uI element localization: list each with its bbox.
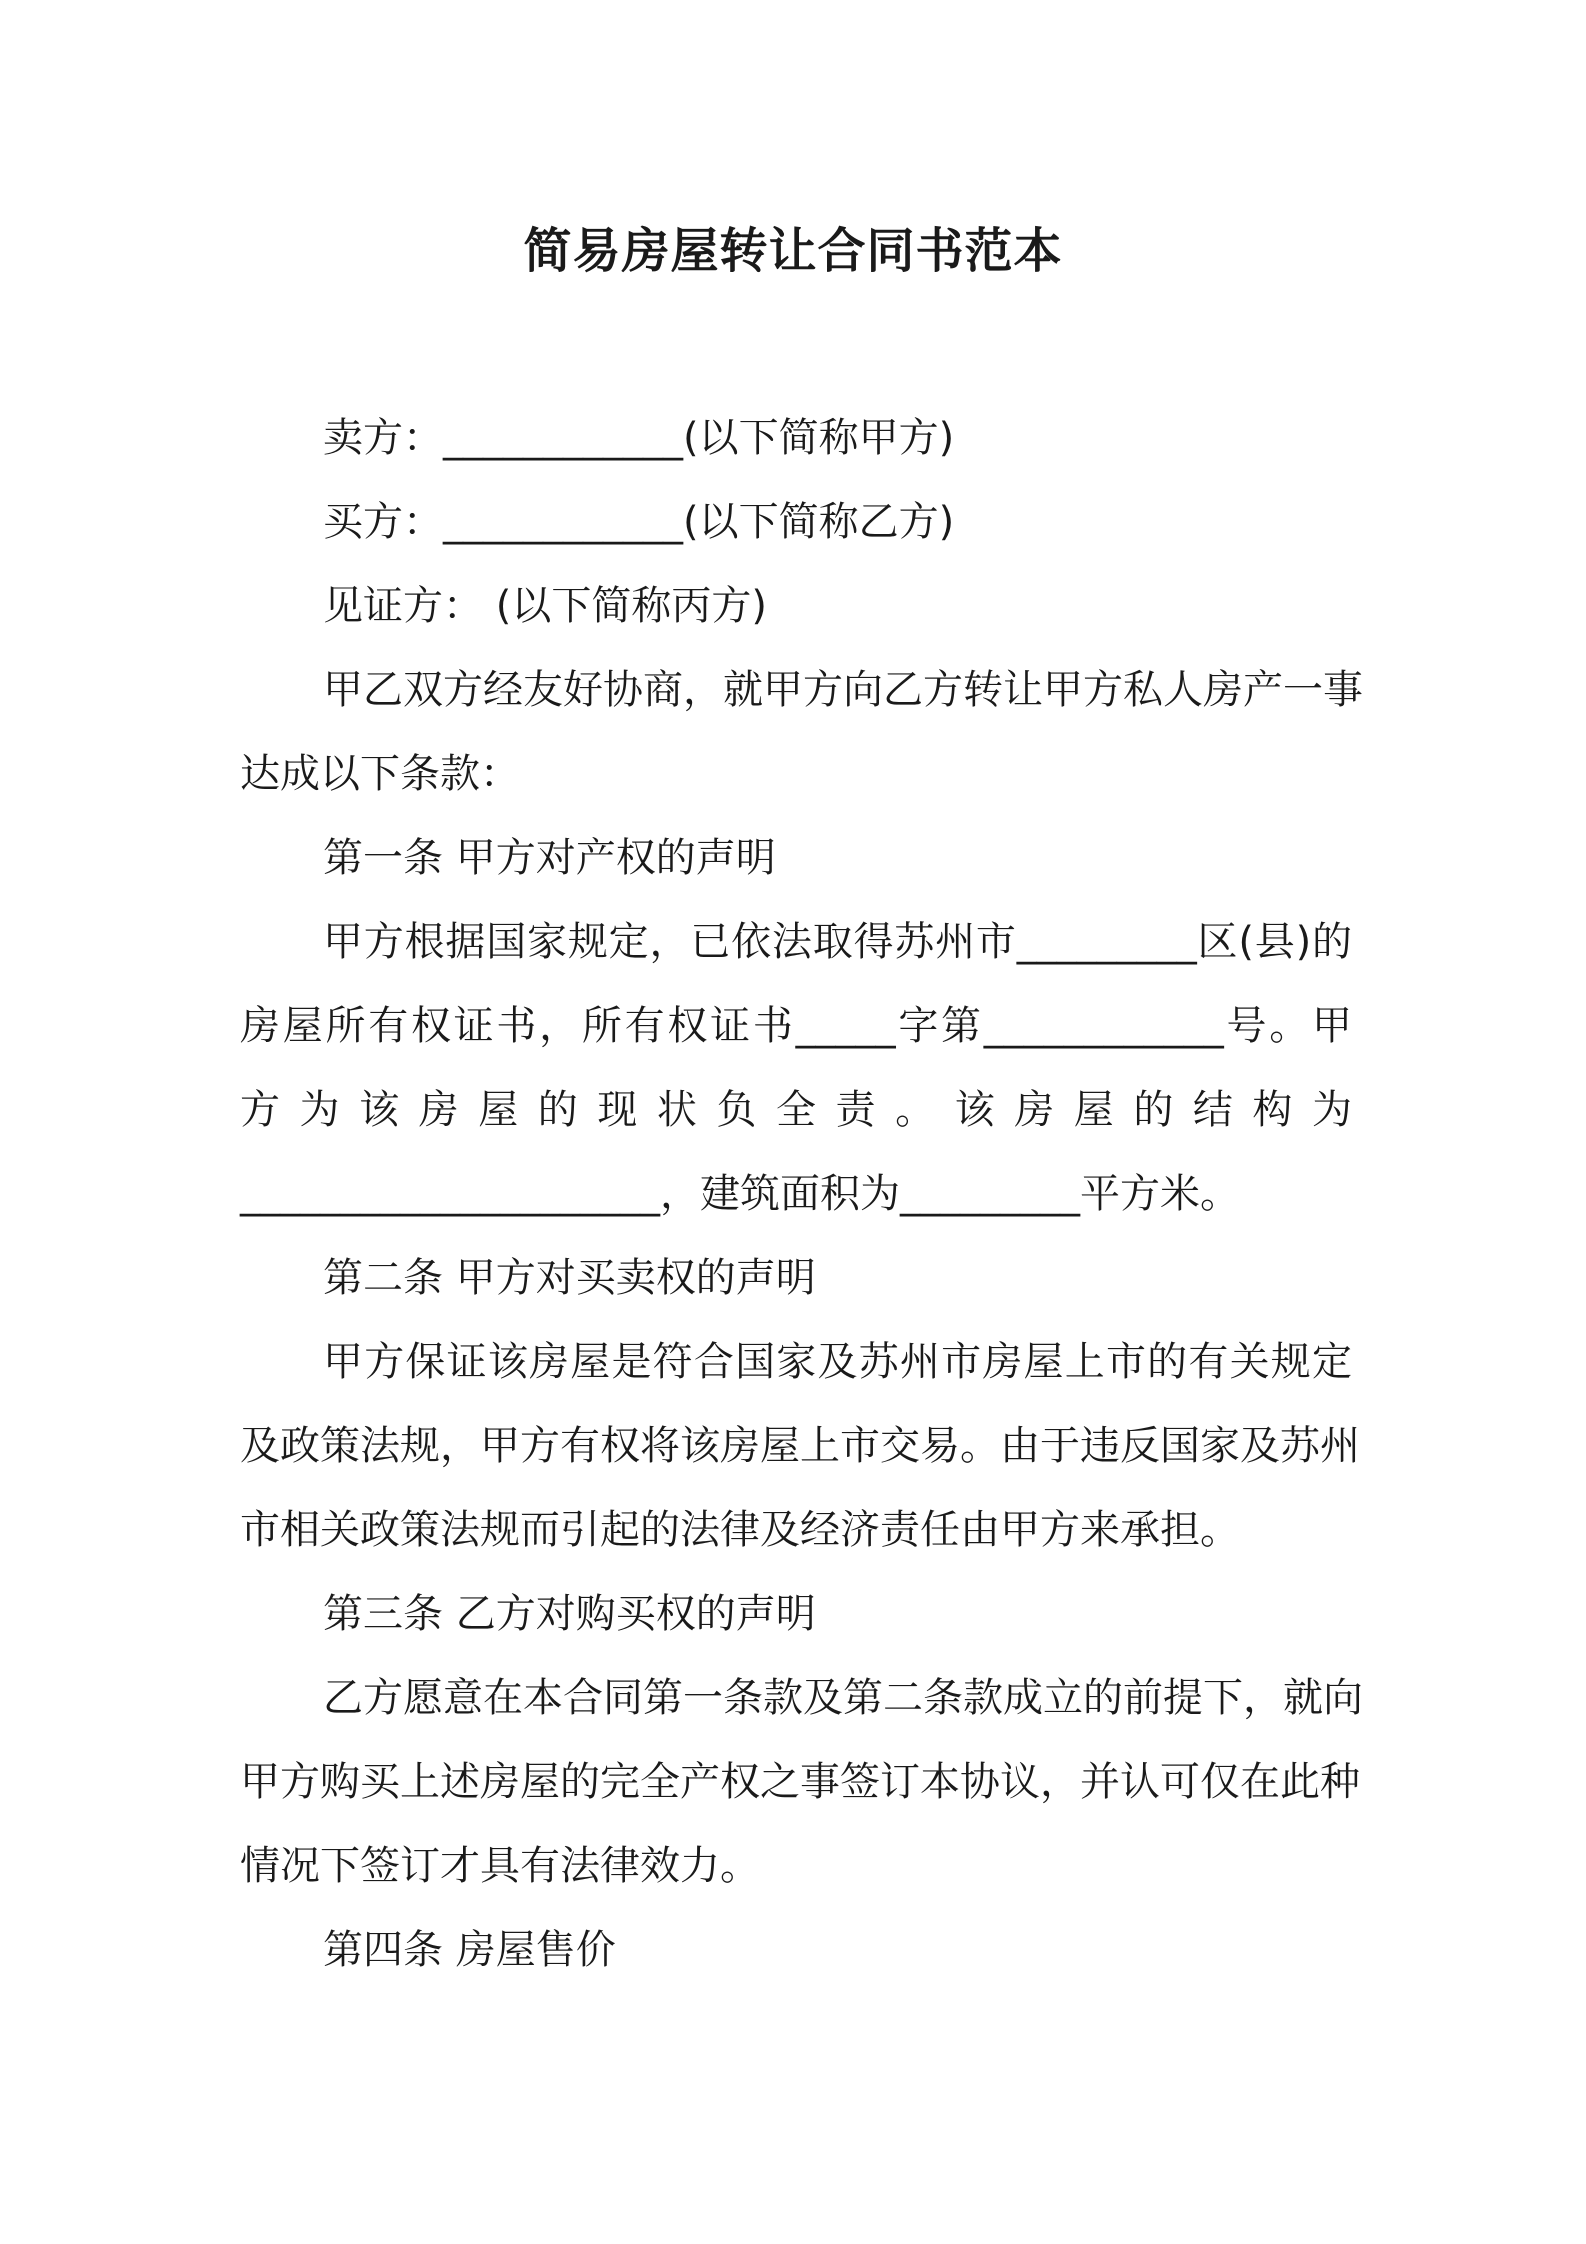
article-2-heading: 第二条 甲方对买卖权的声明: [323, 1255, 816, 1301]
article-1-line-2: 房屋所有权证书，所有权证书_____字第____________号。甲: [240, 1003, 1352, 1049]
article-3-line-1: 乙方愿意在本合同第一条款及第二条款成立的前提下，就向: [323, 1675, 1363, 1721]
preamble-line-2: 达成以下条款：: [240, 751, 520, 797]
article-4-heading: 第四条 房屋售价: [323, 1927, 616, 1973]
article-1-line-4: _____________________，建筑面积为_________平方米。: [240, 1171, 1240, 1217]
article-2-line-3: 市相关政策法规而引起的法律及经济责任由甲方来承担。: [240, 1507, 1240, 1553]
article-2-line-1: 甲方保证该房屋是符合国家及苏州市房屋上市的有关规定: [323, 1339, 1352, 1385]
article-2-line-2: 及政策法规，甲方有权将该房屋上市交易。由于违反国家及苏州: [240, 1423, 1360, 1469]
article-1-line-1: 甲方根据国家规定，已依法取得苏州市_________区(县)的: [323, 919, 1352, 965]
preamble-line-1: 甲乙双方经友好协商，就甲方向乙方转让甲方私人房产一事: [323, 667, 1363, 713]
article-1-heading: 第一条 甲方对产权的声明: [323, 835, 776, 881]
seller-line: 卖方：____________(以下简称甲方): [323, 415, 955, 461]
buyer-line: 买方：____________(以下简称乙方): [323, 499, 955, 545]
article-3-heading: 第三条 乙方对购买权的声明: [323, 1591, 816, 1637]
document-title: 简易房屋转让合同书范本: [523, 223, 1063, 279]
article-3-line-2: 甲方购买上述房屋的完全产权之事签订本协议，并认可仅在此种: [240, 1759, 1360, 1805]
witness-line: 见证方： (以下简称丙方): [323, 583, 767, 629]
article-1-line-3: 方 为 该 房 屋 的 现 状 负 全 责 。 该 房 屋 的 结 构 为: [240, 1087, 1352, 1133]
article-3-line-3: 情况下签订才具有法律效力。: [240, 1843, 760, 1889]
